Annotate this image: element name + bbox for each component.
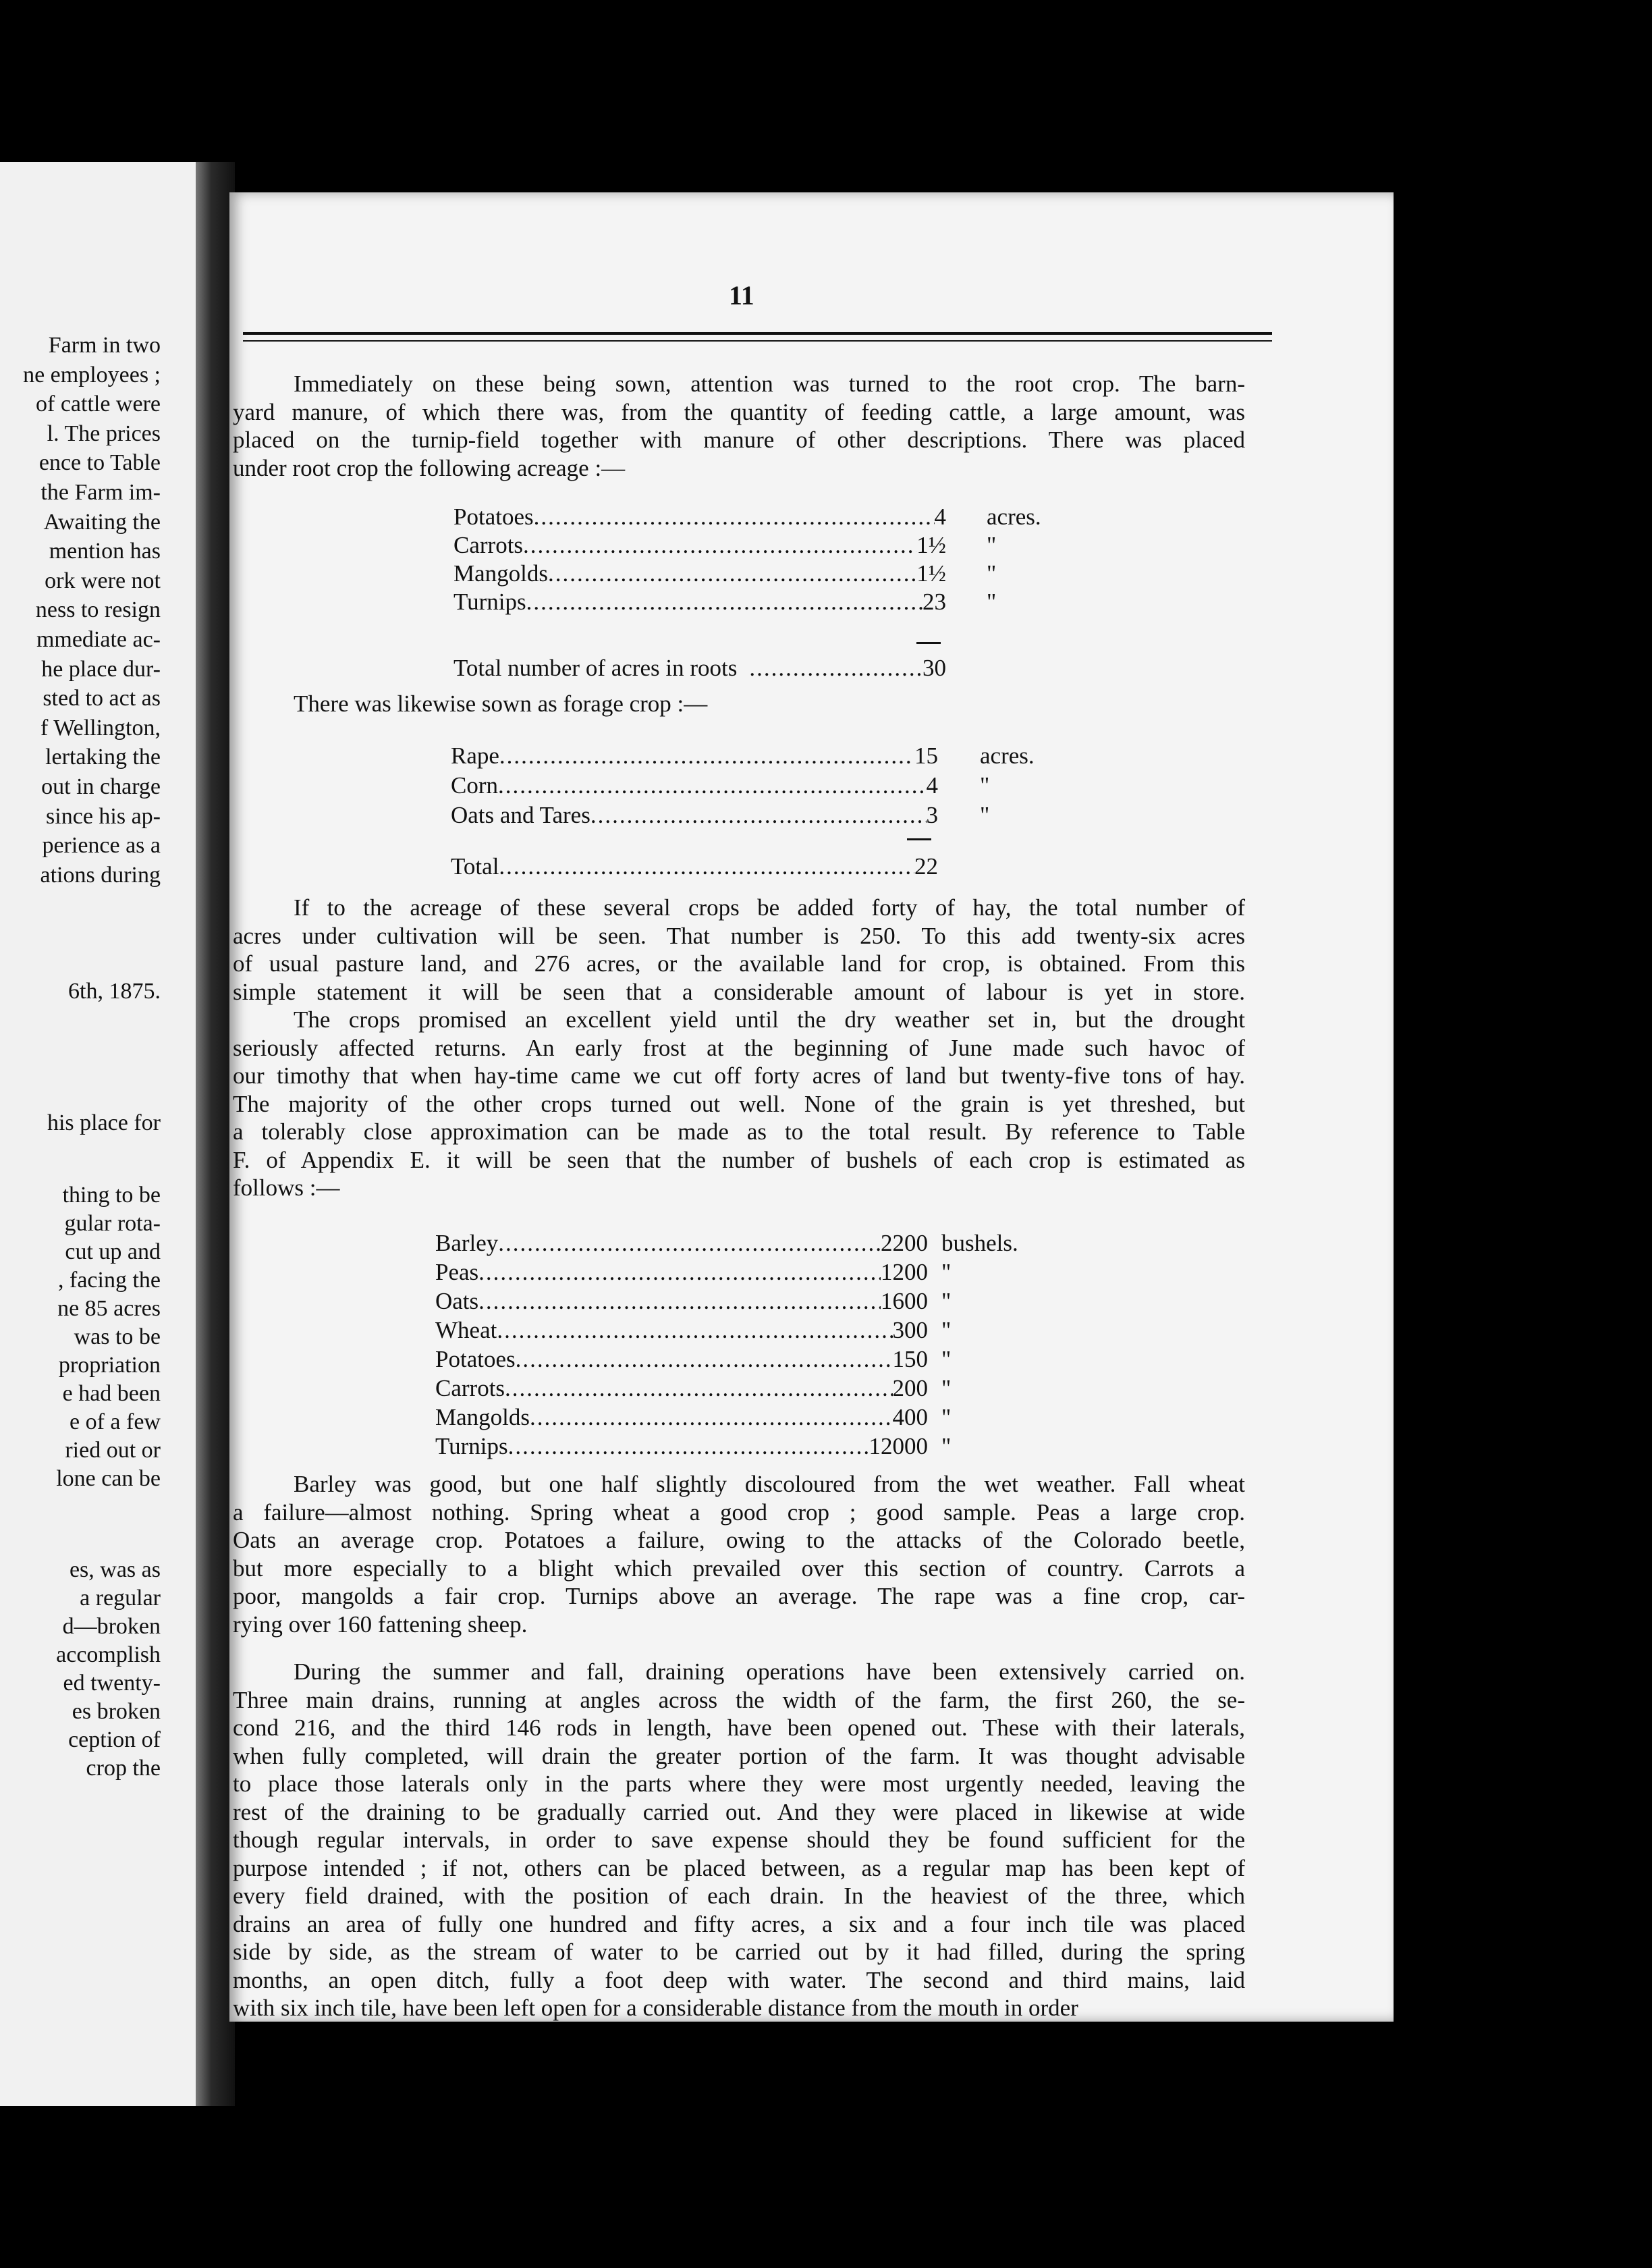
header-rule-thin <box>243 340 1272 342</box>
list-row <box>453 504 1041 532</box>
leader-dots <box>523 532 916 559</box>
left-page-line: ness to resign <box>35 597 161 623</box>
yield-list <box>435 1230 1018 1462</box>
crop-name: Mangolds <box>453 560 548 587</box>
left-page-line: his place for <box>47 1110 161 1135</box>
text-line: a tolerably close approximation can be made as to the total result. By reference to Table <box>233 1118 1245 1145</box>
crop-name: Turnips <box>435 1433 508 1459</box>
left-page-line: accomplish <box>56 1642 161 1667</box>
header-rule-thick <box>243 332 1272 335</box>
text-line: The majority of the other crops turned out well. None of the grain is yet threshed, but <box>233 1090 1245 1117</box>
left-page-line: lertaking the <box>45 745 161 770</box>
forage-total-label: Total <box>451 853 499 880</box>
left-page-line: Awaiting the <box>43 509 161 535</box>
left-page-line: propriation <box>58 1353 161 1378</box>
text-line: The crops promised an excellent yield until the dry weather set in, but the drought <box>294 1006 1245 1033</box>
crop-value: 1600 <box>881 1288 928 1314</box>
root-crop-list <box>453 504 1041 681</box>
root-total-row <box>453 655 946 682</box>
ditto-mark: " <box>987 560 997 587</box>
sum-rule <box>907 838 931 840</box>
leader-dots <box>505 1375 892 1402</box>
list-row <box>435 1317 952 1346</box>
ditto-mark: " <box>941 1346 952 1372</box>
list-row <box>451 742 1035 772</box>
text-line: but more especially to a blight which prevailed over this section of country. Carrots a <box>233 1555 1245 1582</box>
page-number: 11 <box>729 280 754 310</box>
left-page-line: d—broken <box>62 1614 161 1639</box>
left-page-line: mmediate ac- <box>36 627 161 652</box>
crop-name: Wheat <box>435 1317 497 1343</box>
left-page-line: a regular <box>80 1586 161 1611</box>
crop-value: 2200 <box>881 1230 928 1256</box>
leader-dots <box>530 1404 893 1431</box>
list-row <box>435 1288 952 1317</box>
leader-dots <box>499 853 914 880</box>
leader-dots <box>478 1288 881 1315</box>
root-total-value: 30 <box>923 655 946 681</box>
left-page-line: out in charge <box>41 774 161 799</box>
left-page-line: Farm in two <box>48 333 161 358</box>
text-line: of usual pasture land, and 276 acres, or the available land for crop, is obtained. From this <box>233 950 1245 977</box>
text-line: yard manure, of which there was, from the quantity of feeding cattle, a large amount, was <box>233 398 1245 425</box>
crop-name: Peas <box>435 1259 479 1285</box>
text-line: Three main drains, running at angles across the width of the farm, the first 260, the se- <box>233 1686 1245 1713</box>
text-line: side by side, as the stream of water to be carried out by it had filled, during the spring <box>233 1939 1245 1965</box>
left-page-line: ne 85 acres <box>57 1296 161 1321</box>
text-line: Oats an average crop. Potatoes a failure, owing to the attacks of the Colorado beetle, <box>233 1527 1245 1553</box>
text-line: months, an open ditch, fully a foot deep with water. The second and third mains, laid <box>233 1966 1245 1993</box>
text-line: cond 216, and the third 146 rods in length, have been opened out. These with their laterals, <box>233 1714 1245 1741</box>
crop-value: 400 <box>892 1404 928 1430</box>
list-row <box>435 1404 952 1433</box>
crop-value: 150 <box>892 1346 928 1372</box>
left-page-line: 6th, 1875. <box>68 979 161 1004</box>
left-page-line: gular rota- <box>64 1211 161 1236</box>
text-line: During the summer and fall, draining operations have been extensively carried on. <box>294 1658 1245 1685</box>
left-page-line: e of a few <box>70 1409 161 1434</box>
crop-name: Turnips <box>453 589 526 615</box>
ditto-mark: " <box>941 1259 952 1285</box>
text-line: with six inch tile, have been left open for a considerable distance from the mouth in order <box>233 1995 1078 2021</box>
text-line: poor, mangolds a fair crop. Turnips above an average. The rape was a fine crop, car- <box>233 1583 1245 1609</box>
list-row <box>435 1433 952 1462</box>
left-page-fragment <box>0 162 196 2106</box>
text-line: seriously affected returns. An early frost at the beginning of June made such havoc of <box>233 1034 1245 1061</box>
unit-label: acres. <box>980 742 1035 769</box>
ditto-mark: " <box>980 802 990 828</box>
text-line: Immediately on these being sown, attention was turned to the root crop. The barn- <box>294 371 1245 397</box>
leader-dots <box>497 1317 892 1344</box>
sum-rule <box>916 642 941 644</box>
leader-dots <box>516 1346 893 1373</box>
text-line: placed on the turnip-field together with manure of other descriptions. There was placed <box>233 427 1245 453</box>
text-line: If to the acreage of these several crops be added forty of hay, the total number of <box>294 894 1245 921</box>
crop-value: 1200 <box>881 1259 928 1285</box>
list-row <box>435 1346 952 1375</box>
left-page-line: es broken <box>72 1699 161 1724</box>
left-page-line: ne employees ; <box>23 362 161 387</box>
crop-name: Potatoes <box>435 1346 516 1372</box>
left-page-line: f Wellington, <box>40 715 161 740</box>
crop-value: 23 <box>923 589 946 615</box>
left-page-line: , facing the <box>58 1268 161 1293</box>
list-row <box>453 589 997 617</box>
unit-label: acres. <box>987 504 1041 530</box>
forage-total-value: 22 <box>914 853 938 880</box>
leader-dots <box>548 560 916 587</box>
left-page-line: was to be <box>74 1324 161 1349</box>
crop-name: Mangolds <box>435 1404 530 1430</box>
text-line: to place those laterals only in the parts where they were most urgently needed, leaving the <box>233 1771 1245 1797</box>
text-line: under root crop the following acreage :— <box>233 454 626 481</box>
ditto-mark: " <box>941 1433 952 1459</box>
left-page-line: l. The prices <box>47 421 161 446</box>
left-page-line: sted to act as <box>43 686 161 711</box>
left-page-line: lone can be <box>56 1466 161 1491</box>
leader-dots <box>737 655 923 682</box>
ditto-mark: " <box>980 772 990 799</box>
text-line: our timothy that when hay-time came we cut off forty acres of land but twenty-five tons of hay. <box>233 1062 1245 1089</box>
left-page-line: mention has <box>49 539 161 564</box>
crop-name: Carrots <box>435 1375 505 1401</box>
forage-total-row <box>451 853 938 880</box>
text-line: rest of the draining to be gradually carried out. And they were placed in likewise at wide <box>233 1798 1245 1825</box>
leader-dots <box>526 589 923 616</box>
left-page-line: ception of <box>68 1727 161 1752</box>
text-line: simple statement it will be seen that a considerable amount of labour is yet in store. <box>233 978 1245 1005</box>
crop-name: Barley <box>435 1230 499 1256</box>
ditto-mark: " <box>941 1375 952 1401</box>
leader-dots <box>534 504 935 531</box>
crop-value: 1½ <box>916 560 946 587</box>
crop-value: 1½ <box>916 532 946 558</box>
ditto-mark: " <box>941 1317 952 1343</box>
ditto-mark: " <box>941 1404 952 1430</box>
text-line: F. of Appendix E. it will be seen that the number of bushels of each crop is estimated as <box>233 1146 1245 1173</box>
crop-value: 300 <box>892 1317 928 1343</box>
crop-name: Oats <box>435 1288 479 1314</box>
left-page-line: es, was as <box>69 1557 161 1582</box>
crop-name: Carrots <box>453 532 524 558</box>
ditto-mark: " <box>941 1288 952 1314</box>
ditto-mark: " <box>987 589 997 615</box>
text-line: rying over 160 fattening sheep. <box>233 1611 528 1638</box>
left-page-line: ed twenty- <box>63 1671 161 1696</box>
list-row <box>453 532 997 560</box>
leader-dots <box>508 1433 869 1460</box>
list-row <box>435 1375 952 1404</box>
left-page-line: crop the <box>86 1756 161 1781</box>
text-line: drains an area of fully one hundred and fifty acres, a six and a four inch tile was placed <box>233 1910 1245 1937</box>
left-page-line: cut up and <box>65 1239 161 1264</box>
crop-name: Corn <box>451 772 498 799</box>
text-line: though regular intervals, in order to save expense should they be found sufficient for the <box>233 1827 1245 1853</box>
left-page-line: thing to be <box>62 1183 161 1208</box>
left-page-line: ence to Table <box>38 450 161 476</box>
leader-dots <box>499 742 914 770</box>
list-row <box>435 1259 952 1288</box>
left-page-line: he place dur- <box>41 656 161 682</box>
leader-dots <box>498 772 927 799</box>
text-line: purpose intended ; if not, others can be placed between, as a regular map has been kept of <box>233 1854 1245 1881</box>
text-line: follows :— <box>233 1174 340 1201</box>
list-row <box>451 802 990 832</box>
text-line: when fully completed, will drain the greater portion of the farm. It was thought advisable <box>233 1742 1245 1769</box>
text-line: every field drained, with the position of each drain. In the heaviest of the three, which <box>233 1883 1245 1909</box>
root-total-label: Total number of acres in roots <box>453 655 738 681</box>
crop-name: Oats and Tares <box>451 802 590 828</box>
leader-dots <box>478 1259 881 1286</box>
crop-name: Rape <box>451 742 499 769</box>
forage-intro: There was likewise sown as forage crop :— <box>294 691 708 717</box>
forage-crop-list <box>451 742 1035 880</box>
left-page-line: of cattle were <box>36 392 161 417</box>
left-page-line: ork were not <box>45 568 161 593</box>
crop-value: 4 <box>926 772 938 799</box>
text-line: a failure—almost nothing. Spring wheat a good crop ; good sample. Peas a large crop. <box>233 1498 1245 1526</box>
left-page-line: e had been <box>62 1381 161 1406</box>
unit-label: bushels. <box>941 1230 1018 1256</box>
left-page-line: perience as a <box>42 833 161 859</box>
left-page-line: ried out or <box>65 1438 161 1463</box>
crop-value: 200 <box>892 1375 928 1401</box>
crop-value: 4 <box>934 504 946 530</box>
crop-value: 12000 <box>869 1433 928 1459</box>
ditto-mark: " <box>987 532 997 558</box>
text-line: Barley was good, but one half slightly discoloured from the wet weather. Fall wheat <box>294 1471 1245 1497</box>
list-row <box>453 560 997 589</box>
leader-dots <box>590 802 927 829</box>
text-line: acres under cultivation will be seen. That number is 250. To this add twenty-six acres <box>233 922 1245 949</box>
list-row <box>451 772 990 802</box>
left-page-line: the Farm im- <box>40 480 161 505</box>
crop-value: 3 <box>926 802 938 828</box>
crop-value: 15 <box>914 742 938 769</box>
crop-name: Potatoes <box>453 504 534 530</box>
left-page-line: since his ap- <box>46 803 161 829</box>
leader-dots <box>498 1230 881 1257</box>
left-page-line: ations during <box>40 862 161 888</box>
list-row <box>435 1230 1018 1259</box>
